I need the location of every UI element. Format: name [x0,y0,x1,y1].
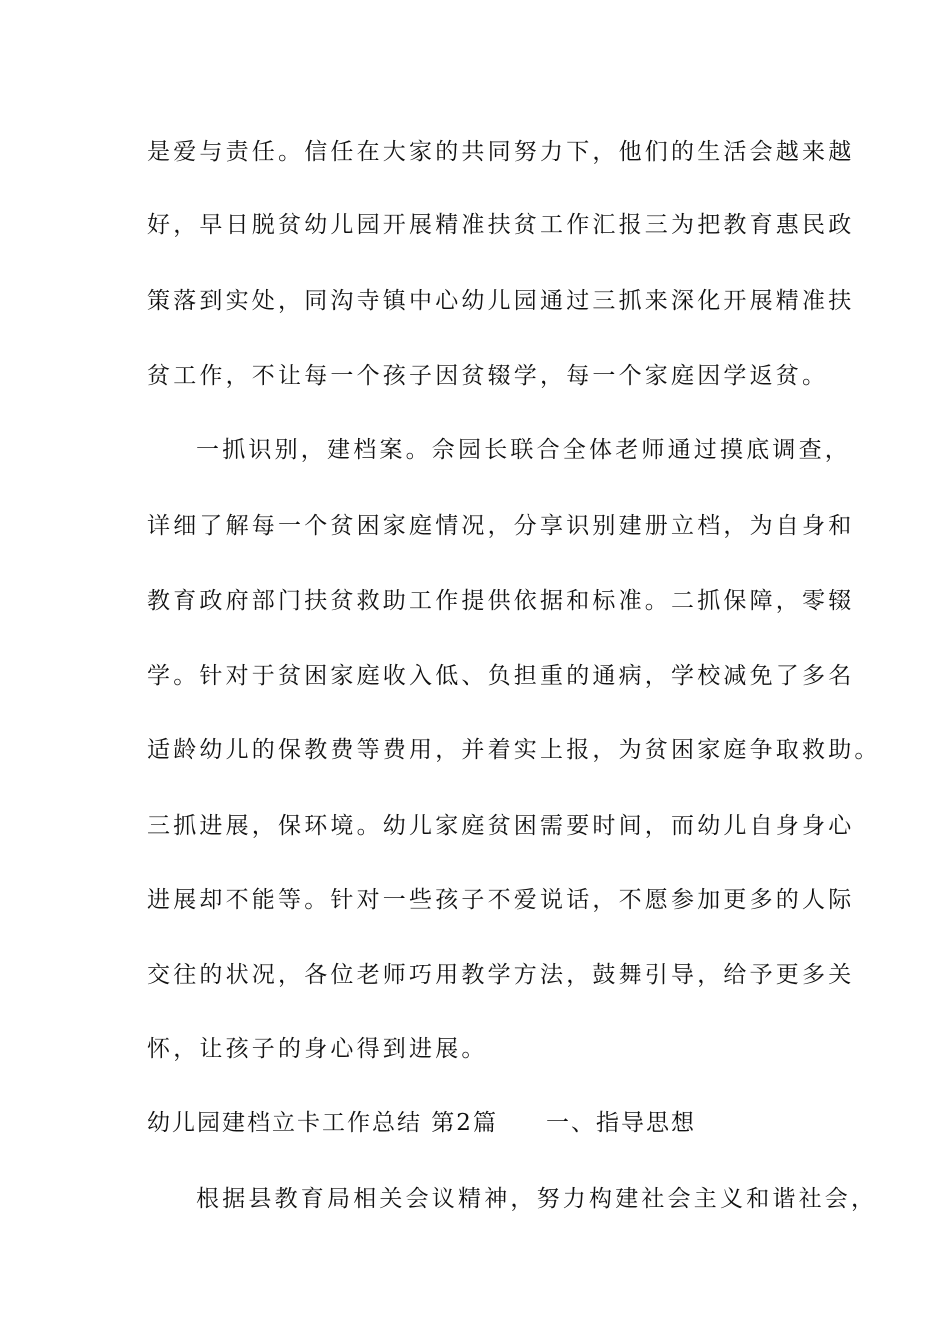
body-line-13: 怀，让孩子的身心得到进展。 [147,1036,488,1062]
body-line-14: 根据县教育局相关会议精神，努力构建社会主义和谐社会， [196,1186,878,1212]
heading-title: 幼儿园建档立卡工作总结 第2篇 [147,1110,498,1136]
body-line-10: 三抓进展，保环境。幼儿家庭贫困需要时间，而幼儿自身身心 [147,813,855,839]
body-line-6: 详细了解每一个贫困家庭情况，分享识别建册立档，为自身和 [147,513,855,539]
body-line-7: 教育政府部门扶贫救助工作提供依据和标准。二抓保障，零辍 [147,588,855,614]
body-line-12: 交往的状况，各位老师巧用教学方法，鼓舞引导，给予更多关 [147,962,855,988]
body-line-5: 一抓识别，建档案。佘园长联合全体老师通过摸底调查， [196,437,851,463]
section-heading [147,1108,847,1138]
body-line-11: 进展却不能等。针对一些孩子不爱说话，不愿参加更多的人际 [147,887,855,913]
body-line-4: 贫工作，不让每一个孩子因贫辍学，每一个家庭因学返贫。 [147,363,829,389]
body-line-8: 学。针对于贫困家庭收入低、负担重的通病，学校减免了多名 [147,663,855,689]
body-line-1: 是爱与责任。信任在大家的共同努力下，他们的生活会越来越 [147,139,855,165]
body-line-3: 策落到实处，同沟寺镇中心幼儿园通过三抓来深化开展精准扶 [147,288,855,314]
body-line-9: 适龄幼儿的保教费等费用，并着实上报，为贫困家庭争取救助。 [147,737,881,763]
body-line-2: 好，早日脱贫幼儿园开展精准扶贫工作汇报三为把教育惠民政 [147,212,855,238]
heading-section: 一、指导思想 [545,1110,696,1136]
